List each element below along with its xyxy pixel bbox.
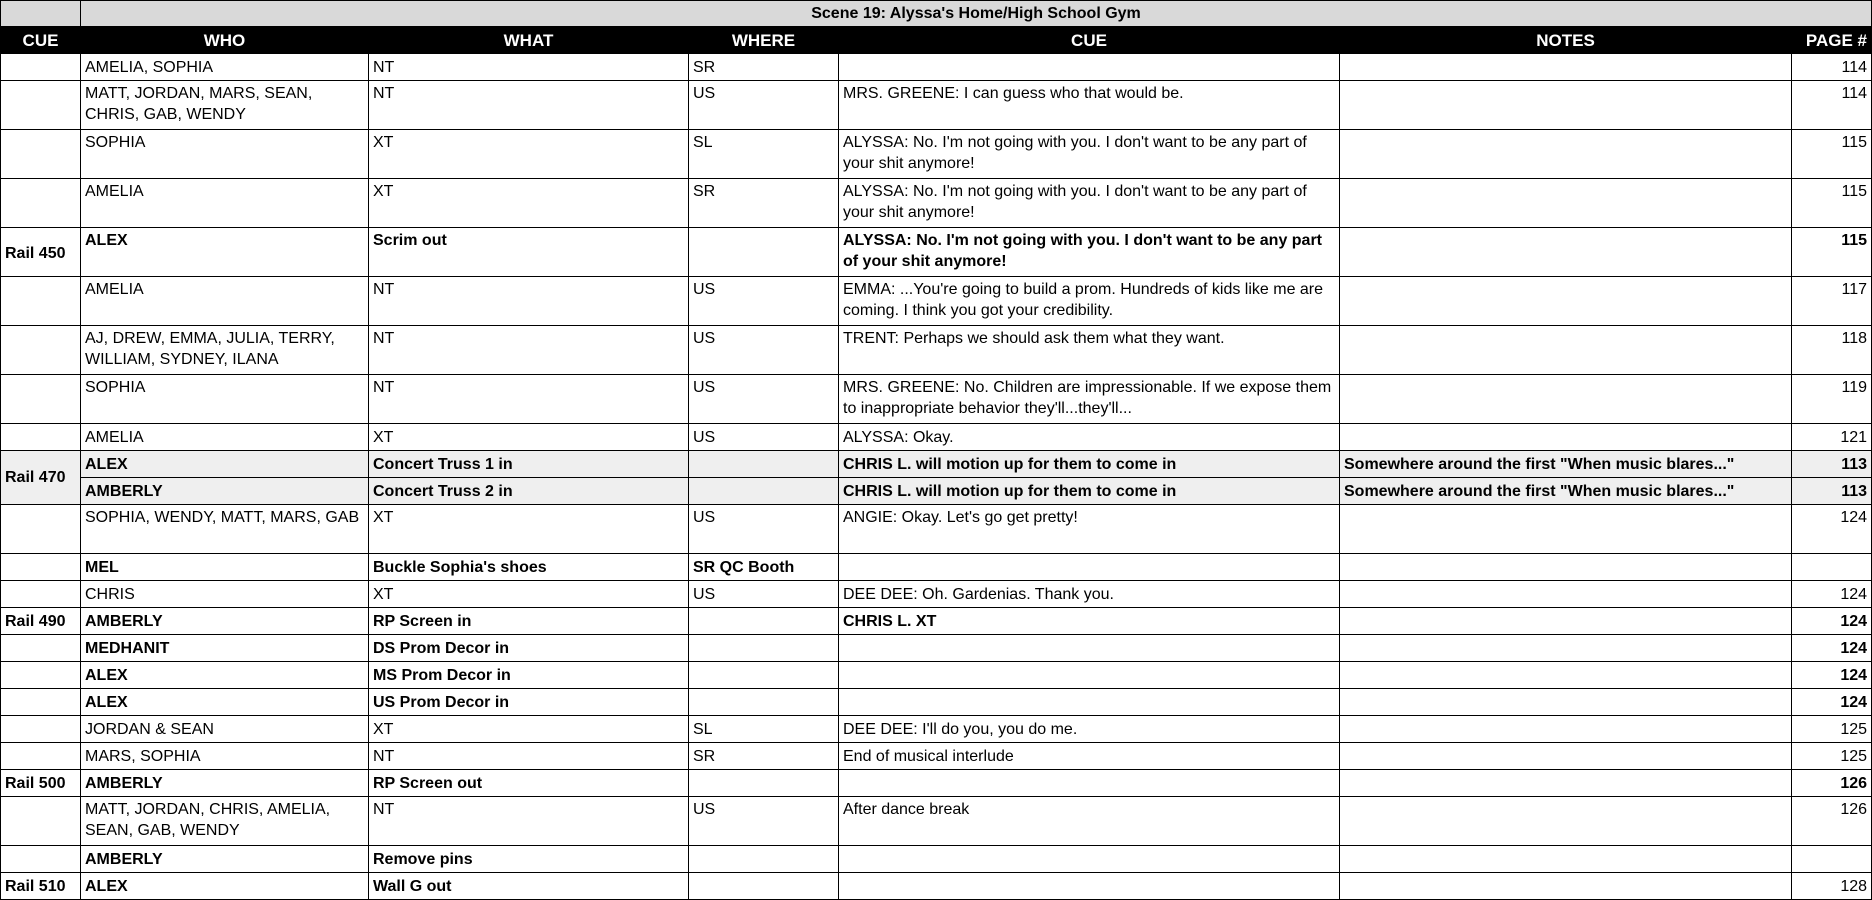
rail-cell[interactable] <box>1 716 81 743</box>
page-cell[interactable]: 113 <box>1792 451 1872 478</box>
where-cell[interactable]: SL <box>689 130 839 179</box>
notes-cell[interactable]: Somewhere around the first "When music blares..." <box>1340 451 1792 478</box>
what-cell[interactable]: NT <box>369 81 689 130</box>
what-cell[interactable]: XT <box>369 179 689 228</box>
cue-cell[interactable]: ALYSSA: Okay. <box>839 424 1340 451</box>
notes-cell[interactable] <box>1340 424 1792 451</box>
rail-cell[interactable] <box>1 581 81 608</box>
rail-cell[interactable] <box>1 662 81 689</box>
table-row <box>1 54 1872 81</box>
what-cell[interactable]: XT <box>369 505 689 554</box>
cue-cell[interactable]: CHRIS L. will motion up for them to come in <box>839 478 1340 505</box>
notes-cell[interactable] <box>1340 554 1792 581</box>
cue-cell[interactable]: DEE DEE: I'll do you, you do me. <box>839 716 1340 743</box>
rail-cue[interactable]: Rail 470 <box>1 451 81 505</box>
rail-cell[interactable] <box>1 689 81 716</box>
where-cell[interactable]: SR QC Booth <box>689 554 839 581</box>
what-cell[interactable]: XT <box>369 424 689 451</box>
what-cell[interactable]: NT <box>369 797 689 846</box>
notes-cell[interactable] <box>1340 873 1792 900</box>
cue-cell[interactable]: DEE DEE: Oh. Gardenias. Thank you. <box>839 581 1340 608</box>
who-cell[interactable]: AMBERLY <box>81 478 369 505</box>
page-cell[interactable]: 126 <box>1792 770 1872 797</box>
cue-cell[interactable]: MRS. GREENE: No. Children are impressionable. If we expose them to inappropriate behavior they'll...they'll... <box>839 375 1340 424</box>
what-cell[interactable]: Concert Truss 1 in <box>369 451 689 478</box>
who-cell[interactable]: JORDAN & SEAN <box>81 716 369 743</box>
cue-cell[interactable]: ALYSSA: No. I'm not going with you. I don't want to be any part of your shit anymore! <box>839 130 1340 179</box>
table-row <box>1 608 1872 635</box>
table-row <box>1 662 1872 689</box>
table-row <box>1 179 1872 228</box>
table-row <box>1 743 1872 770</box>
where-cell[interactable] <box>689 873 839 900</box>
header-page[interactable]: PAGE # <box>1792 27 1872 54</box>
who-cell[interactable]: ALEX <box>81 451 369 478</box>
where-cell[interactable]: SR <box>689 743 839 770</box>
page-cell[interactable]: 118 <box>1792 326 1872 375</box>
page-cell[interactable]: 113 <box>1792 478 1872 505</box>
notes-cell[interactable] <box>1340 277 1792 326</box>
notes-cell[interactable] <box>1340 130 1792 179</box>
what-cell[interactable]: RP Screen in <box>369 608 689 635</box>
table-row <box>1 451 1872 478</box>
rail-cell[interactable] <box>1 277 81 326</box>
cue-cell[interactable] <box>839 846 1340 873</box>
cue-cell[interactable]: ANGIE: Okay. Let's go get pretty! <box>839 505 1340 554</box>
what-cell[interactable]: NT <box>369 54 689 81</box>
what-cell[interactable]: XT <box>369 716 689 743</box>
where-cell[interactable]: US <box>689 797 839 846</box>
table-row <box>1 554 1872 581</box>
notes-cell[interactable] <box>1340 635 1792 662</box>
page-cell[interactable]: 115 <box>1792 179 1872 228</box>
where-cell[interactable] <box>689 608 839 635</box>
page-cell[interactable]: 128 <box>1792 873 1872 900</box>
table-row <box>1 689 1872 716</box>
what-cell[interactable]: RP Screen out <box>369 770 689 797</box>
what-cell[interactable]: DS Prom Decor in <box>369 635 689 662</box>
cue-cell[interactable] <box>839 873 1340 900</box>
who-cell[interactable]: AMELIA <box>81 277 369 326</box>
rail-cue[interactable]: Rail 450 <box>1 228 81 277</box>
table-row <box>1 478 1872 505</box>
who-cell[interactable]: SOPHIA <box>81 375 369 424</box>
what-cell[interactable]: NT <box>369 277 689 326</box>
who-cell[interactable]: ALEX <box>81 689 369 716</box>
scene-title: Scene 19: Alyssa's Home/High School Gym <box>81 1 1872 27</box>
header-cue[interactable]: CUE <box>1 27 81 54</box>
who-cell[interactable]: AMBERLY <box>81 770 369 797</box>
table-row <box>1 228 1872 277</box>
who-cell[interactable]: MATT, JORDAN, MARS, SEAN, CHRIS, GAB, WENDY <box>81 81 369 130</box>
who-cell[interactable]: ALEX <box>81 662 369 689</box>
who-cell[interactable]: MATT, JORDAN, CHRIS, AMELIA, SEAN, GAB, WENDY <box>81 797 369 846</box>
rail-cell[interactable] <box>1 797 81 846</box>
who-cell[interactable]: MEDHANIT <box>81 635 369 662</box>
where-cell[interactable] <box>689 846 839 873</box>
scene-blank-cell <box>1 1 81 27</box>
table-row <box>1 770 1872 797</box>
header-who[interactable]: WHO <box>81 27 369 54</box>
what-cell[interactable]: NT <box>369 743 689 770</box>
table-row <box>1 797 1872 846</box>
rail-cell[interactable] <box>1 326 81 375</box>
where-cell[interactable] <box>689 689 839 716</box>
page-cell[interactable]: 121 <box>1792 424 1872 451</box>
where-cell[interactable]: SR <box>689 179 839 228</box>
rail-cell[interactable] <box>1 130 81 179</box>
cue-cell[interactable]: ALYSSA: No. I'm not going with you. I don't want to be any part of your shit anymore! <box>839 228 1340 277</box>
rail-cell[interactable] <box>1 424 81 451</box>
header-where[interactable]: WHERE <box>689 27 839 54</box>
where-cell[interactable] <box>689 451 839 478</box>
where-cell[interactable]: SL <box>689 716 839 743</box>
page-cell[interactable]: 114 <box>1792 54 1872 81</box>
notes-cell[interactable] <box>1340 716 1792 743</box>
page-cell[interactable]: 124 <box>1792 608 1872 635</box>
where-cell[interactable]: US <box>689 326 839 375</box>
cue-cell[interactable]: EMMA: ...You're going to build a prom. Hundreds of kids like me are coming. I think you got your credibility. <box>839 277 1340 326</box>
cue-cell[interactable] <box>839 770 1340 797</box>
page-cell[interactable]: 117 <box>1792 277 1872 326</box>
what-cell[interactable]: US Prom Decor in <box>369 689 689 716</box>
where-cell[interactable]: US <box>689 505 839 554</box>
rail-cell[interactable] <box>1 635 81 662</box>
notes-cell[interactable] <box>1340 179 1792 228</box>
rail-cue[interactable]: Rail 510 <box>1 873 81 900</box>
notes-cell[interactable] <box>1340 797 1792 846</box>
rail-cue[interactable]: Rail 490 <box>1 608 81 635</box>
header-cue-text[interactable]: CUE <box>839 27 1340 54</box>
where-cell[interactable]: US <box>689 581 839 608</box>
table-row <box>1 846 1872 873</box>
notes-cell[interactable] <box>1340 228 1792 277</box>
where-cell[interactable] <box>689 635 839 662</box>
who-cell[interactable]: ALEX <box>81 873 369 900</box>
page-cell[interactable]: 125 <box>1792 716 1872 743</box>
table-row <box>1 424 1872 451</box>
rail-cell[interactable] <box>1 554 81 581</box>
who-cell[interactable]: AJ, DREW, EMMA, JULIA, TERRY, WILLIAM, SYDNEY, ILANA <box>81 326 369 375</box>
what-cell[interactable]: Buckle Sophia's shoes <box>369 554 689 581</box>
what-cell[interactable]: Wall G out <box>369 873 689 900</box>
who-cell[interactable]: AMELIA <box>81 179 369 228</box>
notes-cell[interactable] <box>1340 846 1792 873</box>
page-cell[interactable]: 119 <box>1792 375 1872 424</box>
what-cell[interactable]: Scrim out <box>369 228 689 277</box>
table-row <box>1 81 1872 130</box>
cue-cell[interactable] <box>839 554 1340 581</box>
page-cell[interactable]: 114 <box>1792 81 1872 130</box>
cue-cell[interactable]: ALYSSA: No. I'm not going with you. I don't want to be any part of your shit anymore! <box>839 179 1340 228</box>
what-cell[interactable]: XT <box>369 581 689 608</box>
where-cell[interactable]: US <box>689 277 839 326</box>
cue-cell[interactable]: End of musical interlude <box>839 743 1340 770</box>
rail-cell[interactable] <box>1 179 81 228</box>
what-cell[interactable]: NT <box>369 326 689 375</box>
who-cell[interactable]: SOPHIA <box>81 130 369 179</box>
page-cell[interactable]: 126 <box>1792 797 1872 846</box>
where-cell[interactable]: SR <box>689 54 839 81</box>
cue-cell[interactable] <box>839 689 1340 716</box>
notes-cell[interactable] <box>1340 608 1792 635</box>
cue-cell[interactable]: TRENT: Perhaps we should ask them what they want. <box>839 326 1340 375</box>
notes-cell[interactable]: Somewhere around the first "When music blares..." <box>1340 478 1792 505</box>
page-cell[interactable]: 115 <box>1792 228 1872 277</box>
notes-cell[interactable] <box>1340 770 1792 797</box>
where-cell[interactable] <box>689 478 839 505</box>
cue-cell[interactable] <box>839 662 1340 689</box>
rail-cell[interactable] <box>1 54 81 81</box>
header-what[interactable]: WHAT <box>369 27 689 54</box>
notes-cell[interactable] <box>1340 743 1792 770</box>
rail-cell[interactable] <box>1 81 81 130</box>
page-cell[interactable]: 124 <box>1792 662 1872 689</box>
who-cell[interactable]: MEL <box>81 554 369 581</box>
table-row <box>1 716 1872 743</box>
table-row <box>1 635 1872 662</box>
cue-cell[interactable]: MRS. GREENE: I can guess who that would be. <box>839 81 1340 130</box>
cue-cell[interactable]: After dance break <box>839 797 1340 846</box>
table-row <box>1 873 1872 900</box>
where-cell[interactable]: US <box>689 375 839 424</box>
table-row <box>1 326 1872 375</box>
table-row <box>1 130 1872 179</box>
notes-cell[interactable] <box>1340 54 1792 81</box>
where-cell[interactable] <box>689 770 839 797</box>
rail-cell[interactable] <box>1 743 81 770</box>
what-cell[interactable]: XT <box>369 130 689 179</box>
notes-cell[interactable] <box>1340 581 1792 608</box>
table-row <box>1 581 1872 608</box>
notes-cell[interactable] <box>1340 326 1792 375</box>
who-cell[interactable]: MARS, SOPHIA <box>81 743 369 770</box>
notes-cell[interactable] <box>1340 689 1792 716</box>
notes-cell[interactable] <box>1340 662 1792 689</box>
what-cell[interactable]: Remove pins <box>369 846 689 873</box>
who-cell[interactable]: AMBERLY <box>81 846 369 873</box>
cue-cell[interactable] <box>839 635 1340 662</box>
page-cell[interactable]: 124 <box>1792 581 1872 608</box>
who-cell[interactable]: ALEX <box>81 228 369 277</box>
who-cell[interactable]: SOPHIA, WENDY, MATT, MARS, GAB <box>81 505 369 554</box>
rail-cell[interactable] <box>1 505 81 554</box>
who-cell[interactable]: CHRIS <box>81 581 369 608</box>
who-cell[interactable]: AMBERLY <box>81 608 369 635</box>
table-row <box>1 505 1872 554</box>
where-cell[interactable]: US <box>689 424 839 451</box>
page-cell[interactable]: 124 <box>1792 689 1872 716</box>
cue-cell[interactable]: CHRIS L. will motion up for them to come in <box>839 451 1340 478</box>
page-cell[interactable] <box>1792 846 1872 873</box>
what-cell[interactable]: NT <box>369 375 689 424</box>
cue-cell[interactable]: CHRIS L. XT <box>839 608 1340 635</box>
page-cell[interactable]: 115 <box>1792 130 1872 179</box>
where-cell[interactable] <box>689 662 839 689</box>
notes-cell[interactable] <box>1340 505 1792 554</box>
notes-cell[interactable] <box>1340 375 1792 424</box>
rail-cell[interactable] <box>1 375 81 424</box>
where-cell[interactable]: US <box>689 81 839 130</box>
notes-cell[interactable] <box>1340 81 1792 130</box>
what-cell[interactable]: MS Prom Decor in <box>369 662 689 689</box>
page-cell[interactable]: 124 <box>1792 505 1872 554</box>
page-cell[interactable] <box>1792 554 1872 581</box>
rail-cell[interactable] <box>1 846 81 873</box>
who-cell[interactable]: AMELIA, SOPHIA <box>81 54 369 81</box>
rail-cue[interactable]: Rail 500 <box>1 770 81 797</box>
table-row <box>1 375 1872 424</box>
who-cell[interactable]: AMELIA <box>81 424 369 451</box>
cue-cell[interactable] <box>839 54 1340 81</box>
what-cell[interactable]: Concert Truss 2 in <box>369 478 689 505</box>
page-cell[interactable]: 124 <box>1792 635 1872 662</box>
table-row <box>1 277 1872 326</box>
where-cell[interactable] <box>689 228 839 277</box>
page-cell[interactable]: 125 <box>1792 743 1872 770</box>
header-notes[interactable]: NOTES <box>1340 27 1792 54</box>
